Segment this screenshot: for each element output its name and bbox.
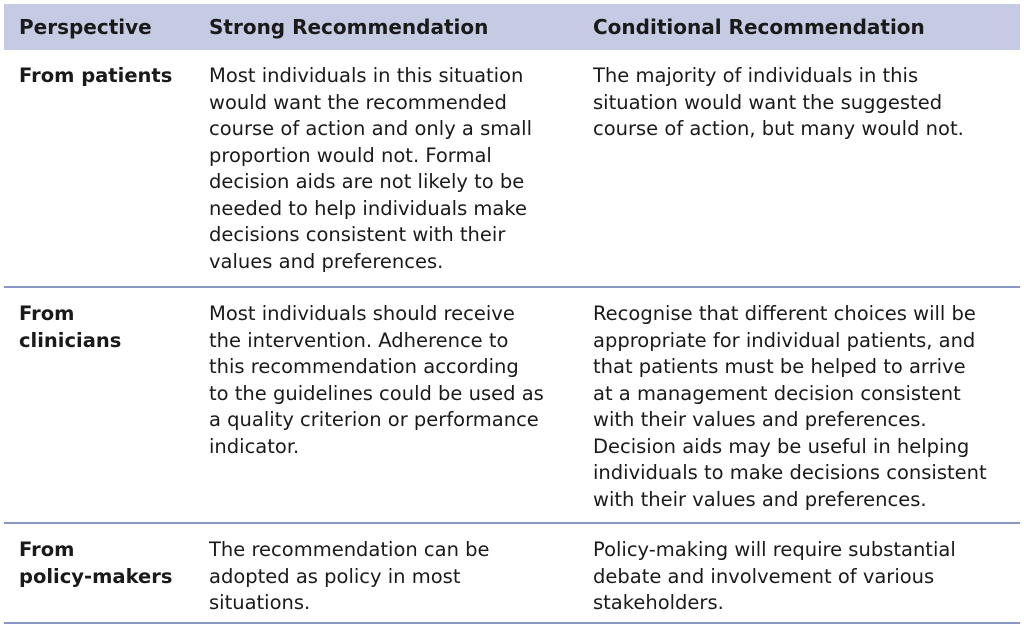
strong-recommendation-text: Most individuals should receive the intervention. Adherence to this recommendation according to the guidelines could be used as a quality criterion or performance indicator. (209, 302, 544, 458)
header-conditional-recommendation: Conditional Recommendation (593, 15, 925, 39)
recommendation-table (4, 4, 1020, 624)
header-strong-recommendation: Strong Recommendation (209, 15, 489, 39)
perspective-label: From patients (19, 64, 173, 87)
table-row (4, 50, 1020, 288)
table-row (4, 524, 1020, 624)
conditional-recommendation-text: Recognise that different choices will be appropriate for individual patients, and that patients must be helped to arrive at a management decision consistent with their values and preferences. Decision aids may be useful in helping individuals to make decisions consistent with their values and preferences. (593, 302, 987, 511)
table-row (4, 288, 1020, 524)
strong-recommendation-text: The recommendation can be adopted as policy in most situations. (209, 538, 490, 614)
table-header-row (4, 4, 1020, 50)
conditional-recommendation-text: The majority of individuals in this situation would want the suggested course of action, but many would not. (593, 64, 964, 140)
perspective-label: From policy-makers (19, 538, 173, 588)
header-perspective: Perspective (19, 15, 152, 39)
conditional-recommendation-text: Policy-making will require substantial debate and involvement of various stakeholders. (593, 538, 956, 614)
perspective-label: From clinicians (19, 302, 122, 352)
strong-recommendation-text: Most individuals in this situation would want the recommended course of action and only a small proportion would not. Formal decision aids are not likely to be needed to help individuals make decisions consistent with their values and preferences. (209, 64, 533, 273)
